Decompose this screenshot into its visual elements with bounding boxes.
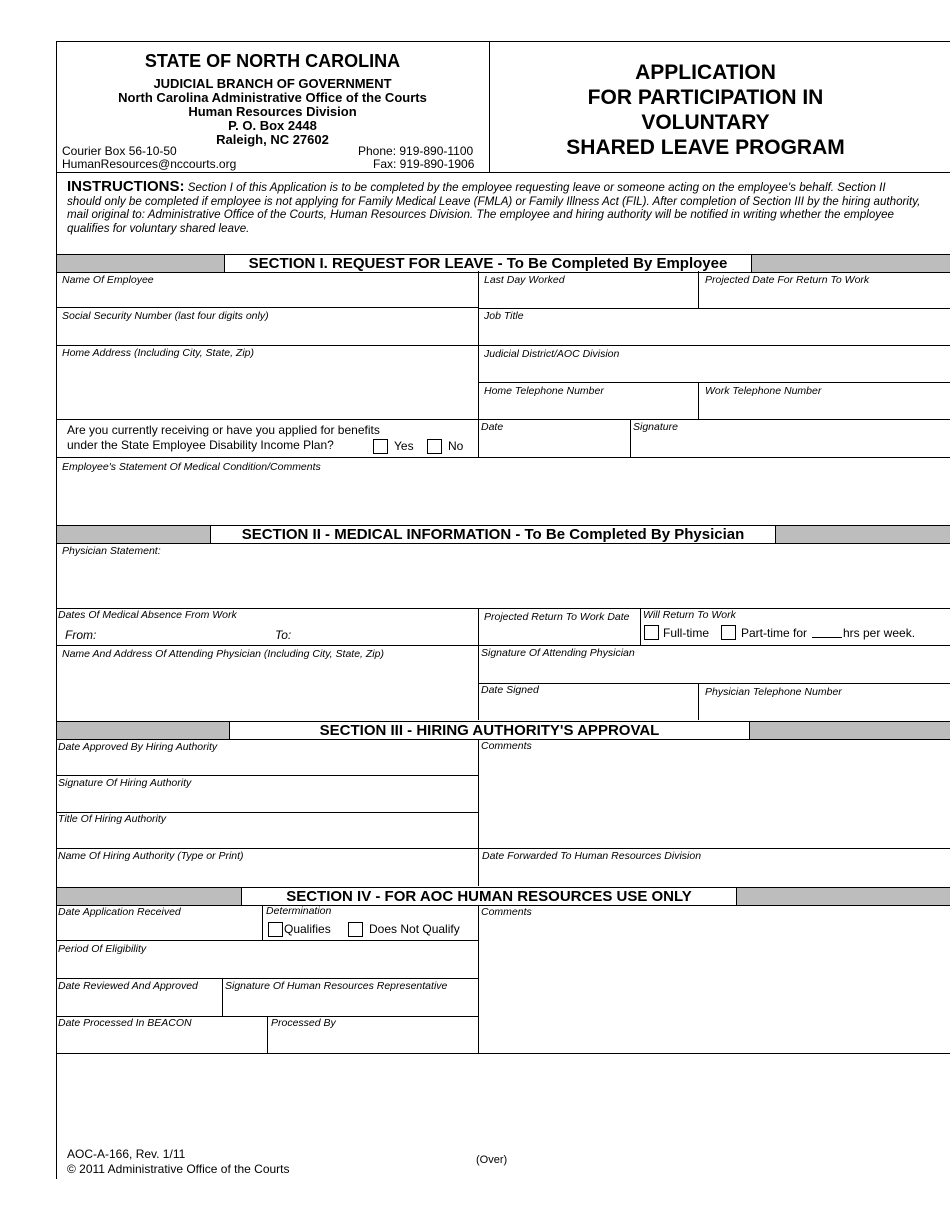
disability-yes-label: Yes [394,439,414,453]
instructions [67,180,922,235]
label-processed-by: Processed By [271,1017,336,1029]
row-line [56,419,950,420]
does-not-qualify-label: Does Not Qualify [369,922,460,936]
divider-signature [630,419,631,458]
full-time-checkbox[interactable] [644,625,659,640]
header-bottom-border [56,172,950,173]
instructions-heading: INSTRUCTIONS: [67,178,185,195]
section-4-bar [57,887,950,906]
label-judicial-district: Judicial District/AOC Division [484,348,620,360]
state-name: STATE OF NORTH CAROLINA [144,51,401,71]
section-2-title: SECTION II - MEDICAL INFORMATION - To Be Completed By Physician [210,525,776,544]
form-title-line-3: VOLUNTARY [641,111,770,134]
row-line [56,1053,950,1054]
divider-determination [262,905,263,941]
label-projected-return-date: Projected Date For Return To Work [705,274,870,286]
label-physician-statement: Physician Statement: [62,545,161,557]
does-not-qualify-checkbox[interactable] [348,922,363,937]
instructions-text: Section I of this Application is to be completed by the employee requesting leave or someone acting on the employee's behalf. Section II should only be completed if employee is not applying for Family Medical Leave (FMLA) or Family Illness Act (FIL). After completion of Section III by the hiring authority, mail original to: Administrative Office of the Courts, Human Resources Division. The employee and hiring authority will be notified in writing whether the employee qualifies for voluntary shared leave. [67,181,921,235]
division-name: Human Resources Division [188,104,357,119]
hours-per-week-label: hrs per week. [843,626,916,640]
label-hiring-signature: Signature Of Hiring Authority [58,777,192,789]
label-from: From: [65,628,97,642]
top-border [56,41,950,42]
label-date-forwarded: Date Forwarded To Human Resources Division [482,850,702,862]
section-2-center-divider [478,608,479,720]
label-last-day-worked: Last Day Worked [484,274,565,286]
divider-will-return [640,608,641,645]
form-number: AOC-A-166, Rev. 1/11 [67,1147,186,1161]
label-date-approved: Date Approved By Hiring Authority [58,741,218,753]
row-line [56,848,950,849]
fax-number: Fax: 919-890-1906 [373,157,475,171]
label-aoc-comments: Comments [481,906,532,918]
row-line [56,307,478,308]
section-3-bar [57,721,950,740]
section-1-center-divider [478,271,479,458]
label-job-title: Job Title [484,310,524,322]
row-line [478,345,950,346]
section-4-title: SECTION IV - FOR AOC HUMAN RESOURCES USE ONLY [241,887,737,906]
label-home-phone: Home Telephone Number [484,385,604,397]
section-2-bar [57,525,950,544]
label-work-phone: Work Telephone Number [705,385,822,397]
label-ssn: Social Security Number (last four digits only) [62,310,269,322]
form-title [490,60,921,160]
form-title-line-2: FOR PARTICIPATION IN [587,86,824,109]
full-time-label: Full-time [663,626,710,640]
row-line [56,645,950,646]
qualifies-checkbox[interactable] [268,922,283,937]
label-date-received: Date Application Received [58,906,181,918]
label-date: Date [481,421,504,433]
row-line [56,345,478,346]
copyright: © 2011 Administrative Office of the Courts [67,1162,290,1176]
divider-projected-return [698,271,699,308]
label-physician-phone: Physician Telephone Number [705,686,842,698]
disability-no-label: No [448,439,464,453]
section-1-title: SECTION I. REQUEST FOR LEAVE - To Be Completed By Employee [224,254,752,273]
form-title-line-4: SHARED LEAVE PROGRAM [566,136,845,159]
section-1-bar [57,254,950,273]
label-to: To: [275,628,292,642]
label-physician-name-address: Name And Address Of Attending Physician (Including City, State, Zip) [62,648,384,660]
left-border [56,41,57,1179]
branch-name: JUDICIAL BRANCH OF GOVERNMENT [153,76,392,91]
section-3-title: SECTION III - HIRING AUTHORITY'S APPROVAL [229,721,750,740]
label-projected-return-work: Projected Return To Work Date [484,611,630,623]
office-name: North Carolina Administrative Office of the Courts [118,90,427,105]
row-line [56,457,950,458]
divider-work-phone [698,382,699,419]
label-comments: Comments [481,740,532,752]
form-title-line-1: APPLICATION [635,61,776,84]
over-note: (Over) [476,1154,508,1166]
label-name-of-employee: Name Of Employee [62,274,154,286]
po-box: P. O. Box 2448 [228,118,317,133]
row-line [56,775,478,776]
courier-box: Courier Box 56-10-50 [62,144,177,158]
hours-blank-line[interactable] [812,637,842,638]
qualifies-label: Qualifies [284,922,331,936]
label-date-reviewed: Date Reviewed And Approved [58,980,198,992]
label-medical-statement: Employee's Statement Of Medical Condition/Comments [62,461,321,473]
label-will-return: Will Return To Work [643,609,736,621]
part-time-label: Part-time for [741,626,808,640]
label-date-processed: Date Processed In BEACON [58,1017,192,1029]
phone-number: Phone: 919-890-1100 [358,144,474,158]
part-time-checkbox[interactable] [721,625,736,640]
label-dates-of-absence: Dates Of Medical Absence From Work [58,609,237,621]
row-line [56,940,478,941]
disability-no-checkbox[interactable] [427,439,442,454]
section-4-center-divider [478,905,479,1053]
label-hiring-title: Title Of Hiring Authority [58,813,167,825]
city-zip: Raleigh, NC 27602 [216,132,329,147]
divider-processed-by [267,1016,268,1053]
label-period-of-eligibility: Period Of Eligibility [58,943,147,955]
disability-question-line-1: Are you currently receiving or have you applied for benefits [67,423,380,437]
divider-physician-phone [698,683,699,720]
label-hr-signature: Signature Of Human Resources Representative [225,980,448,992]
hr-email: HumanResources@nccourts.org [62,157,237,171]
label-hiring-name: Name Of Hiring Authority (Type or Print) [58,850,244,862]
row-line [56,978,478,979]
row-line [478,308,950,309]
section-3-center-divider [478,739,479,886]
divider-hr-signature [222,978,223,1016]
label-signature: Signature [633,421,678,433]
label-home-address: Home Address (Including City, State, Zip) [62,347,254,359]
row-line [478,683,950,684]
label-determination: Determination [266,905,332,917]
row-line [478,382,950,383]
disability-question-line-2: under the State Employee Disability Income Plan? [67,438,334,452]
disability-yes-checkbox[interactable] [373,439,388,454]
label-physician-signature: Signature Of Attending Physician [481,647,635,659]
agency-header [56,50,489,147]
label-date-signed: Date Signed [481,684,539,696]
